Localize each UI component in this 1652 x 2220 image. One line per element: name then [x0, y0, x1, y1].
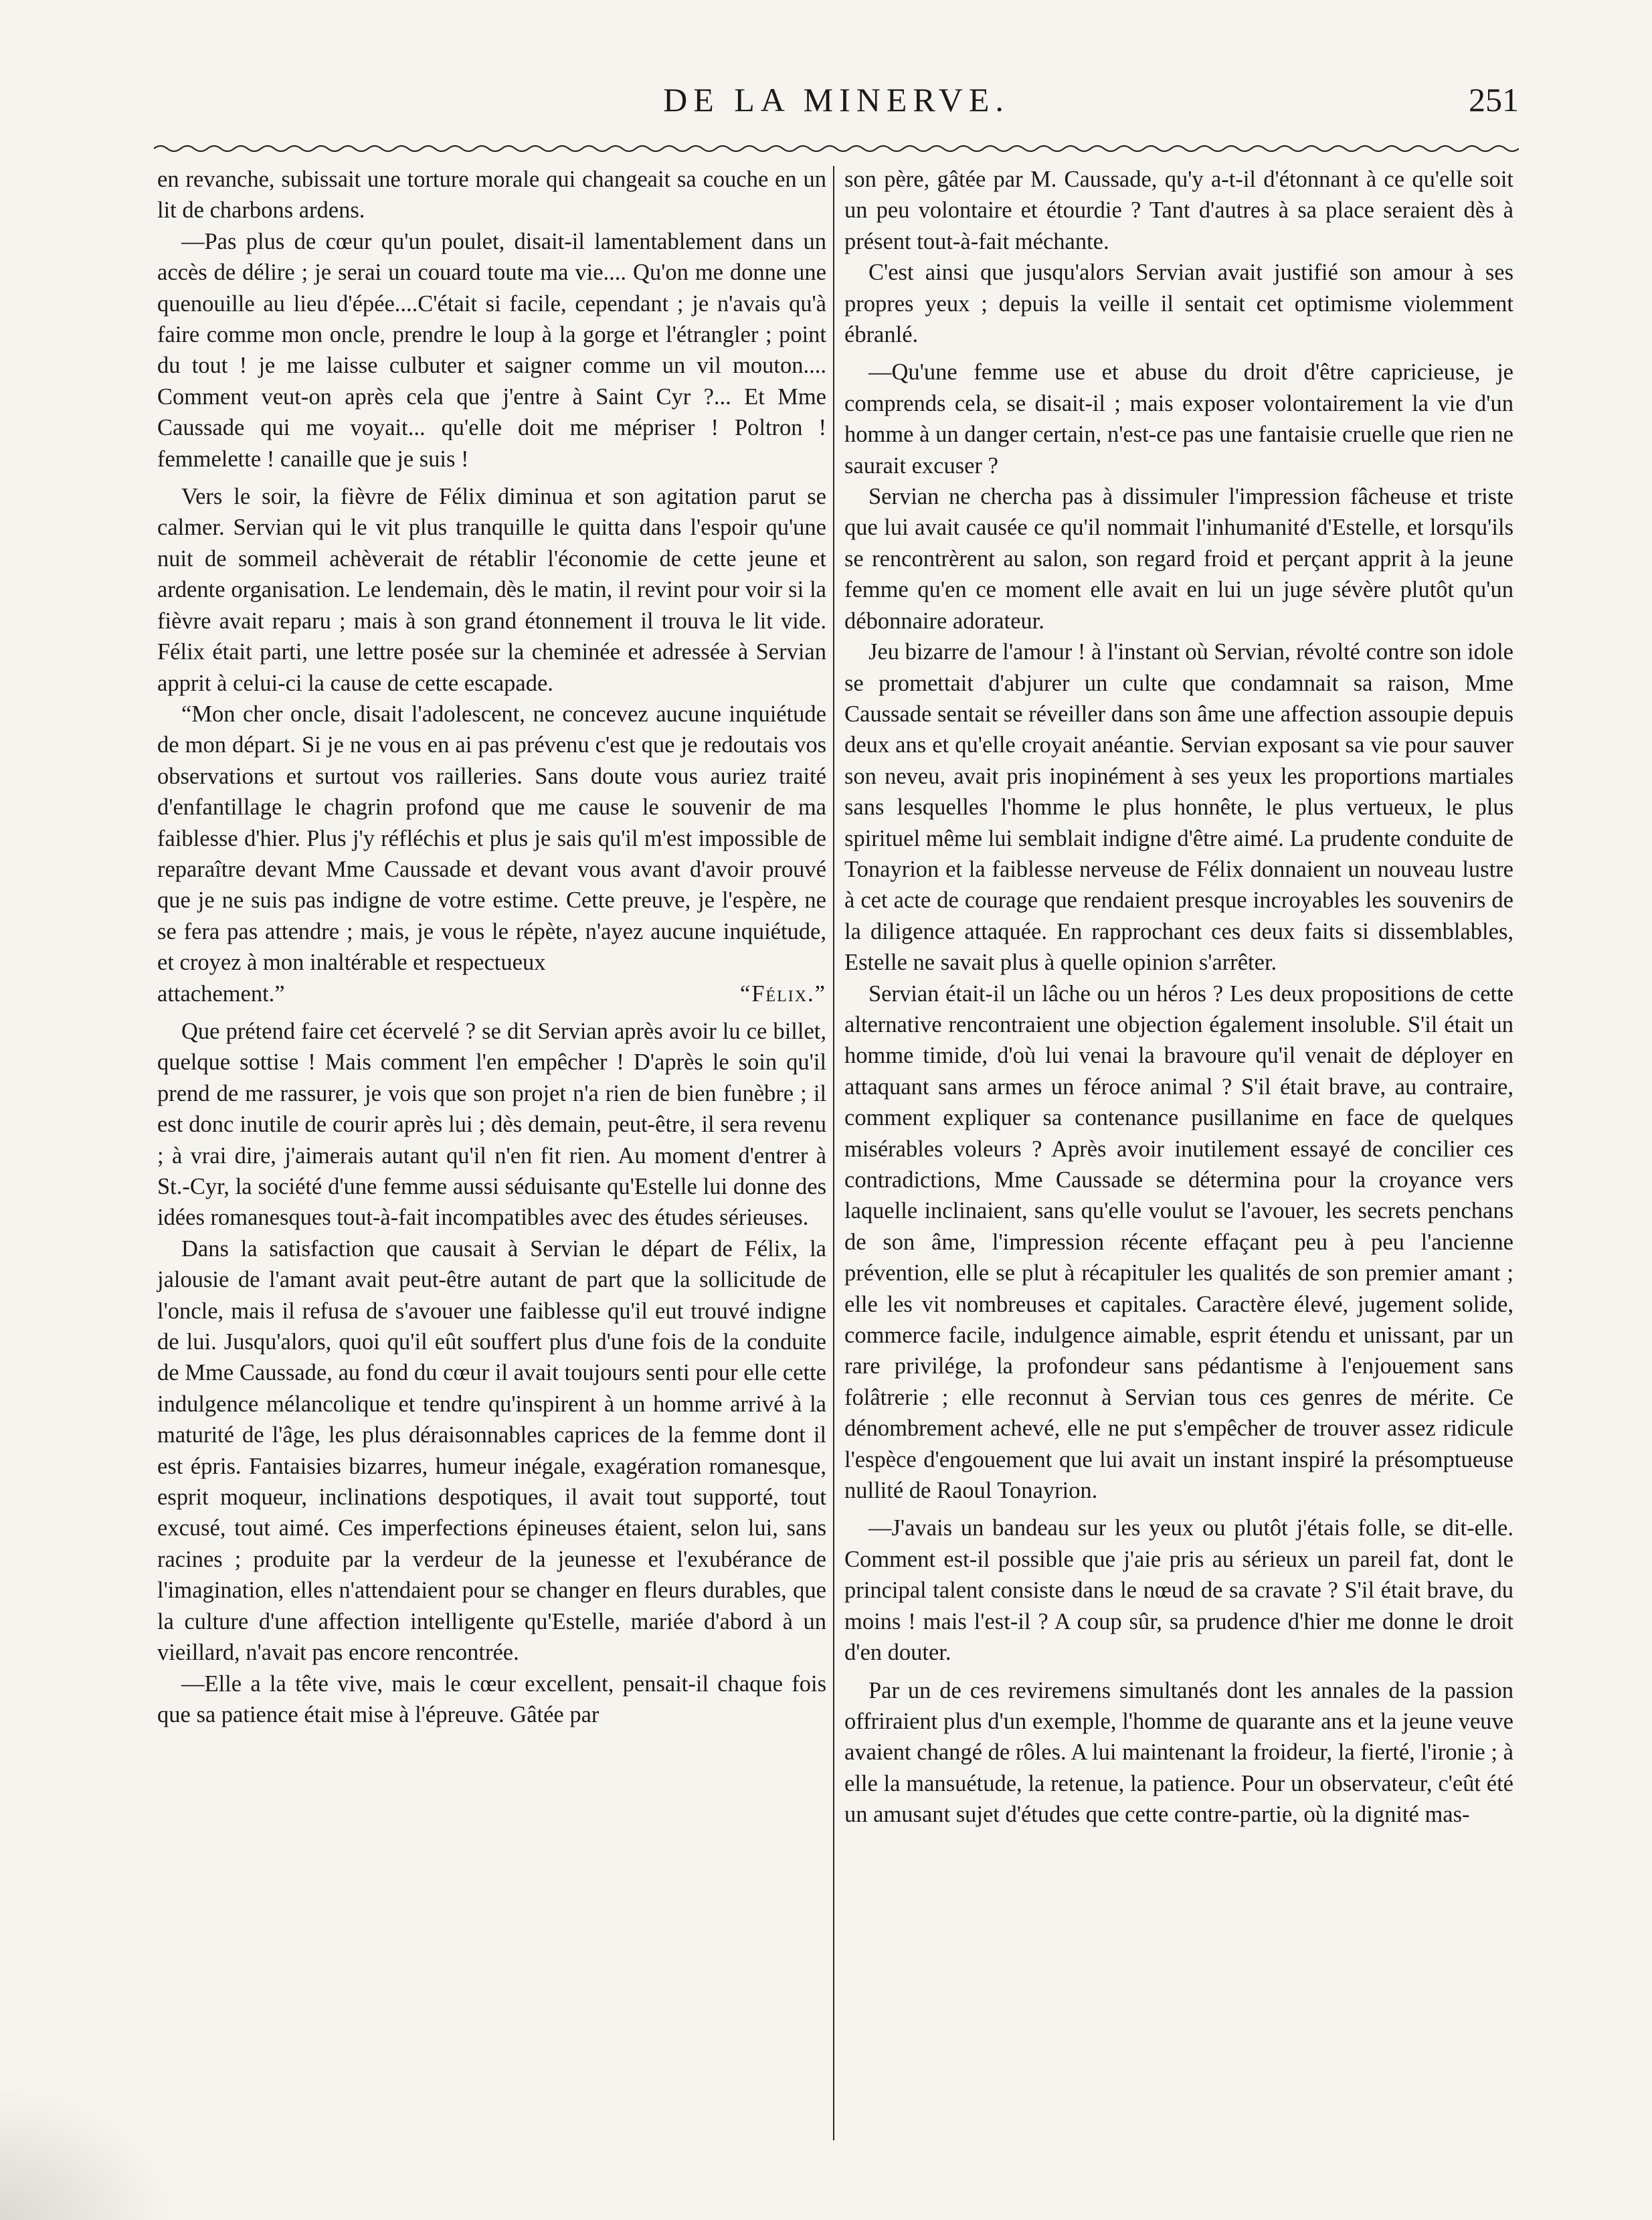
- closing-text: attachement.”: [157, 980, 285, 1007]
- column-divider: [833, 166, 834, 2140]
- header-ornament-rule: [154, 141, 1519, 157]
- page-header: [154, 80, 1519, 134]
- paragraph: —J'avais un bandeau sur les yeux ou plutôt j'étais folle, se dit-elle. Comment est-il possible que j'aie pris au sérieux un pareil fat, dont le principal talent consiste dans le nœud de sa cravate ? S'il était brave, du moins ! mais l'est-il ? A coup sûr, sa prudence d'hier me donne le droit d'en douter.: [844, 1515, 1513, 1666]
- paragraph: Dans la satisfaction que causait à Servian le départ de Félix, la jalousie de l'amant avait peut-être autant de part que la sollicitude de l'oncle, mais il refusa de s'avouer une faiblesse qu'il eut trouvé indigne de lui. Jusqu'alors, quoi qu'il eût souffert plus d'une fois de la conduite de Mme Caussade, au fond du cœur il avait toujours senti pour elle cette indulgence mélancolique et tendre qu'inspirent à un homme arrivé à la maturité de l'âge, les plus déraisonnables caprices de la femme dont il est épris. Fantaisies bizarres, humeur inégale, exagération romanesque, esprit moqueur, inclinations despotiques, il avait tout supporté, tout excusé, tout aimé. Ces imperfections épineuses étaient, selon lui, sans racines ; produite par la verdeur de la jeunesse et l'exubérance de l'imagination, elles n'attendaient pour se changer en fleurs durables, que la culture d'une affection intelligente qu'Estelle, mariée d'abord à un vieillard, n'avait pas encore rencontrée.: [157, 1235, 826, 1666]
- left-column: [157, 164, 826, 1730]
- letter-closing: [157, 978, 826, 1009]
- paragraph: C'est ainsi que jusqu'alors Servian avait justifié son amour à ses propres yeux ; depuis la veille il sentait cet optimisme violemment ébranlé.: [844, 260, 1513, 348]
- page-smudge: [0, 2086, 174, 2220]
- paragraph: Que prétend faire cet écervelé ? se dit Servian après avoir lu ce billet, quelque sottise ! Mais comment l'en empêcher ! D'après le soin qu'il prend de me rassurer, je vois que son projet n'a rien de bien funèbre ; il est donc inutile de courir après lui ; dès demain, peut-être, il sera revenu ; à vrai dire, j'aimerais autant qu'il n'en fit rien. Au moment d'entrer à St.-Cyr, la société d'une femme aussi séduisante qu'Estelle lui donne des idées romanesques tout-à-fait incompatibles avec des études sérieuses.: [157, 1018, 826, 1231]
- letter-signature: “Félix.”: [739, 980, 826, 1007]
- paragraph: Par un de ces reviremens simultanés dont les annales de la passion offriraient plus d'un exemple, l'homme de quarante ans et la jeune veuve avaient changé de rôles. A lui maintenant la froideur, la fierté, l'ironie ; à elle la mansuétude, la retenue, la patience. Pour un observateur, c'eût été un amusant sujet d'études que cette contre-partie, où la dignité mas-: [844, 1677, 1513, 1828]
- paragraph: en revanche, subissait une torture morale qui changeait sa couche en un lit de charbons ardens.: [157, 167, 826, 224]
- paragraph: —Qu'une femme use et abuse du droit d'être capricieuse, je comprends cela, se disait-il ; mais exposer volontairement la vie d'un homme à un danger certain, n'est-ce pas une fantaisie cruelle que rien ne saurait excuser ?: [844, 359, 1513, 479]
- letter-paragraph: “Mon cher oncle, disait l'adolescent, ne concevez aucune inquiétude de mon départ. Si je ne vous en ai pas prévenu c'est que je redoutais vos observations et surtout vos railleries. Sans doute vous auriez traité d'enfantillage le chagrin profond que me cause le souvenir de ma faiblesse d'hier. Plus j'y réfléchis et plus je sais qu'il m'est impossible de reparaître devant Mme Caussade et devant vous avant d'avoir prouvé que je ne suis pas indigne de votre estime. Cette preuve, je l'espère, ne se fera pas attendre ; mais, je vous le répète, n'ayez aucune inquiétude, et croyez à mon inaltérable et respectueux: [157, 701, 826, 976]
- paragraph: Servian était-il un lâche ou un héros ? Les deux propositions de cette alternative rencontraient une objection également insoluble. S'il était un homme timide, d'où lui venai la bravoure qu'il venait de déployer en attaquant sans armes un féroce animal ? S'il était brave, au contraire, comment expliquer sa contenance pusillanime en face de quelques misérables voleurs ? Après avoir inutilement essayé de concilier ces contradictions, Mme Caussade se détermina pour la croyance vers laquelle inclinaient, sans qu'elle voulut se l'avouer, les secrets penchans de son âme, l'impression récente effaçant peu à peu l'ancienne prévention, elle se plut à récapituler les qualités de son premier amant ; elle les vit nombreuses et capitales. Caractère élevé, jugement solide, commerce facile, indulgence aimable, esprit étendu et unissant, par un rare privilége, la profondeur sans pédantisme à l'enjouement sans folâtrerie ; elle reconnut à Servian tous ces genres de mérite. Ce dénombrement achevé, elle ne put s'empêcher de trouver assez ridicule l'espèce d'engouement que lui avait un instant inspiré la présomptueuse nullité de Raoul Tonayrion.: [844, 980, 1513, 1504]
- page-number: 251: [1469, 81, 1519, 118]
- paragraph: Vers le soir, la fièvre de Félix diminua et son agitation parut se calmer. Servian qui le vit plus tranquille le quitta dans l'espoir qu'une nuit de sommeil achèverait de rétablir l'économie de cette jeune et ardente organisation. Le lendemain, dès le matin, il revint pour voir si la fièvre avait reparu ; mais à son grand étonnement il trouva le lit vide. Félix était parti, une lettre posée sur la cheminée et adressée à Servian apprit à celui-ci la cause de cette escapade.: [157, 484, 826, 696]
- running-title: DE LA MINERVE.: [663, 81, 1010, 118]
- paragraph: Jeu bizarre de l'amour ! à l'instant où Servian, révolté contre son idole se promettait d'abjurer un culte que condamnait sa raison, Mme Caussade sentait se réveiller dans son âme une affection assoupie depuis deux ans et qu'elle croyait anéantie. Servian exposant sa vie pour sauver son neveu, avait pris inopinément à ses yeux les proportions martiales sans lesquelles l'homme le plus honnête, le plus vertueux, le plus spirituel même lui semblait indigne d'être aimé. La prudente conduite de Tonayrion et la faiblesse nerveuse de Félix donnaient un nouveau lustre à cet acte de courage que rendaient presque incroyables les souvenirs de la diligence attaquée. En rapprochant ces deux faits si dissemblables, Estelle ne savait plus à quelle opinion s'arrêter.: [844, 639, 1513, 976]
- paragraph: —Elle a la tête vive, mais le cœur excellent, pensait-il chaque fois que sa patience était mise à l'épreuve. Gâtée par: [157, 1671, 826, 1727]
- paragraph: son père, gâtée par M. Caussade, qu'y a-t-il d'étonnant à ce qu'elle soit un peu volontaire et étourdie ? Tant d'autres à sa place seraient dès à présent tout-à-fait méchante.: [844, 167, 1513, 254]
- paragraph: —Pas plus de cœur qu'un poulet, disait-il lamentablement dans un accès de délire ; je serai un couard toute ma vie.... Qu'on me donne une quenouille au lieu d'épée....C'était si facile, cependant ; je n'avais qu'à faire comme mon oncle, prendre le loup à la gorge et l'étrangler ; point du tout ! je me laisse culbuter et saigner comme un vil mouton.... Comment veut-on après cela que j'entre à Saint Cyr ?... Et Mme Caussade qui me voyait... qu'elle doit me mépriser ! Poltron ! femmelette ! canaille que je suis !: [157, 228, 826, 472]
- paragraph: Servian ne chercha pas à dissimuler l'impression fâcheuse et triste que lui avait causée ce qu'il nommait l'inhumanité d'Estelle, et lorsqu'ils se rencontrèrent au salon, son regard froid et perçant apprit à la jeune femme qu'en ce moment elle avait en lui un juge sévère plutôt qu'un débonnaire adorateur.: [844, 484, 1513, 634]
- right-column: [844, 164, 1513, 1830]
